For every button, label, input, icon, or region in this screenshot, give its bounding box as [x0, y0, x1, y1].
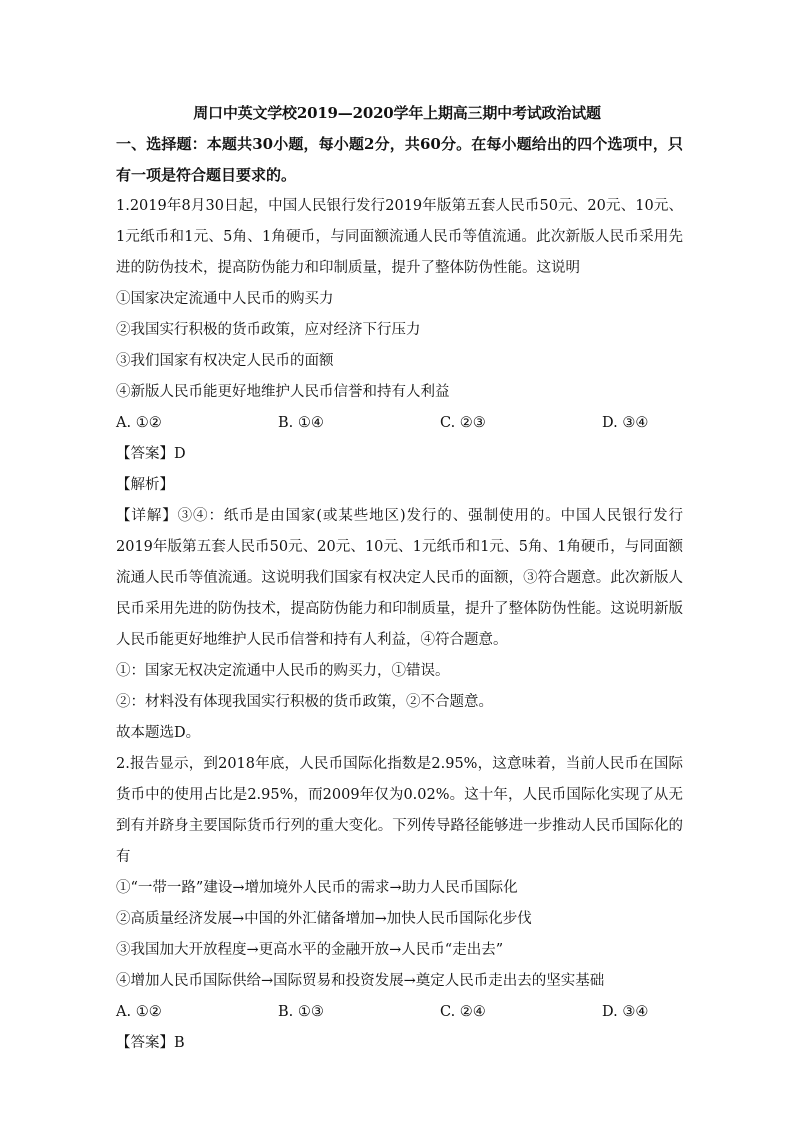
question-1-item-2: ②我国实行积极的货币政策，应对经济下行压力 [116, 322, 421, 338]
question-1-stem: 1.2019年8月30日起，中国人民银行发行2019年版第五套人民币50元、20元、10元、1元纸币和1元、5角、1角硬币，与同面额流通人民币等值流通。此次新版人民币采用先进的防伪技术，提高防伪能力和印制质量，提升了整体防伪性能。这说明 [116, 198, 683, 276]
question-2-item-3: ③我国加大开放程度→更高水平的金融开放→人民币“走出去” [116, 942, 504, 958]
page-title: 周口中英文学校2019—2020学年上期高三期中考试政治试题 [193, 104, 601, 122]
option-a: A. ①② [116, 1004, 162, 1020]
document-body [116, 129, 683, 1059]
question-1-detail: 【详解】③④：纸币是由国家(或某些地区)发行的、强制使用的。中国人民银行发行2019年版第五套人民币50元、20元、10元、1元纸币和1元、5角、1角硬币，与同面额流通人民币等值流通。这说明我们国家有权决定人民币的面额，③符合题意。此次新版人民币采用先进的防伪技术，提高防伪能力和印制质量，提升了整体防伪性能。这说明新版人民币能更好地维护人民币信誉和持有人利益，④符合题意。 [116, 508, 683, 648]
option-d: D. ③④ [602, 1004, 649, 1020]
option-b: B. ①④ [278, 415, 324, 431]
question-2-item-2: ②高质量经济发展→中国的外汇储备增加→加快人民币国际化步伐 [116, 911, 532, 927]
question-2-item-4: ④增加人民币国际供给→国际贸易和投资发展→奠定人民币走出去的坚实基础 [116, 973, 605, 989]
option-d: D. ③④ [602, 415, 649, 431]
question-1-note-1: ①：国家无权决定流通中人民币的购买力，①错误。 [116, 663, 450, 679]
question-1-analysis-label: 【解析】 [116, 477, 174, 493]
question-1-item-4: ④新版人民币能更好地维护人民币信誉和持有人利益 [116, 384, 450, 400]
option-c: C. ②③ [440, 415, 486, 431]
option-c: C. ②④ [440, 1004, 486, 1020]
question-1-options [116, 408, 683, 439]
question-1-item-3: ③我们国家有权决定人民币的面额 [116, 353, 334, 369]
question-1-note-2: ②：材料没有体现我国实行积极的货币政策，②不合题意。 [116, 694, 493, 710]
option-b: B. ①③ [278, 1004, 324, 1020]
question-2-stem: 2.报告显示，到2018年底，人民币国际化指数是2.95%，这意味着，当前人民币在国际货币中的使用占比是2.95%，而2009年仅为0.02%。这十年，人民币国际化实现了从无到有并跻身主要国际货币行列的重大变化。下列传导路径能够进一步推动人民币国际化的有 [116, 756, 683, 865]
question-1-item-1: ①国家决定流通中人民币的购买力 [116, 291, 334, 307]
question-1-answer: 【答案】D [116, 446, 186, 462]
section-heading: 一、选择题：本题共30小题，每小题2分，共60分。在每小题给出的四个选项中，只有一项是符合题目要求的。 [116, 135, 683, 184]
question-1-conclusion: 故本题选D。 [116, 725, 201, 741]
question-2-answer: 【答案】B [116, 1035, 185, 1051]
question-2-item-1: ①“一带一路”建设→增加境外人民币的需求→助力人民币国际化 [116, 880, 518, 896]
question-2-options [116, 997, 683, 1028]
option-a: A. ①② [116, 415, 162, 431]
